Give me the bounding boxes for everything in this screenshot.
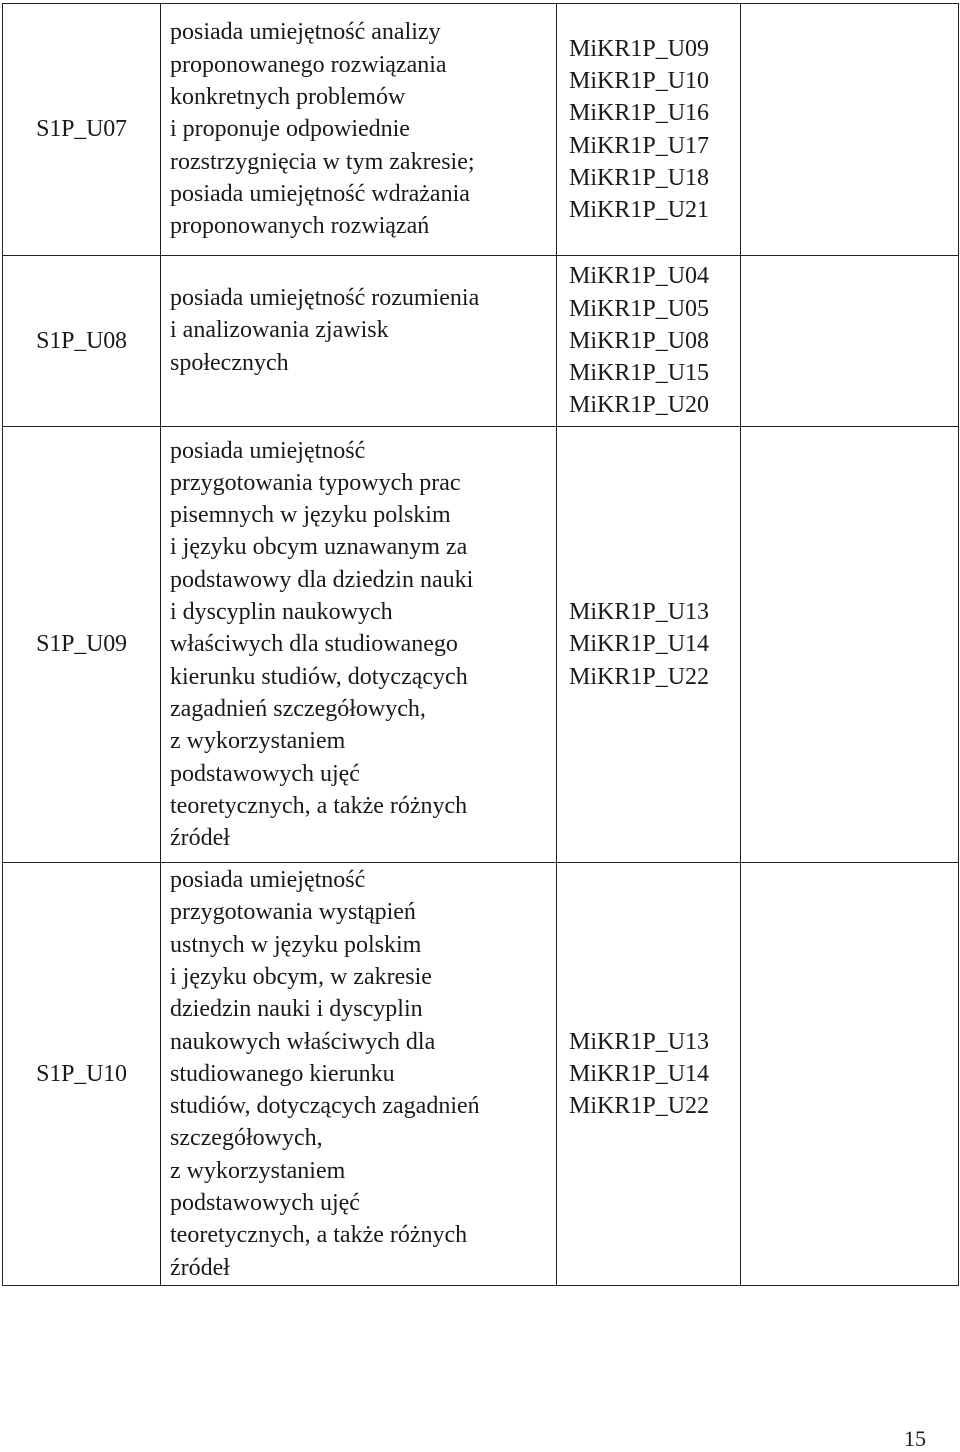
description-line: i dyscyplin naukowych xyxy=(170,599,393,626)
description-line: z wykorzystaniem xyxy=(170,728,346,755)
outcome-code: S1P_U09 xyxy=(36,631,127,658)
description-line: posiada umiejętność analizy xyxy=(170,19,441,46)
reference-code: MiKR1P_U04 xyxy=(569,263,710,290)
empty-cell xyxy=(741,863,959,1286)
outcome-code: S1P_U07 xyxy=(36,116,127,143)
outcome-code-cell xyxy=(3,256,161,427)
reference-code: MiKR1P_U14 xyxy=(569,1060,710,1087)
description-line: naukowych właściwych dla xyxy=(170,1028,436,1055)
reference-code: MiKR1P_U09 xyxy=(569,35,710,62)
reference-code: MiKR1P_U22 xyxy=(569,1093,710,1120)
table-row xyxy=(3,4,959,256)
reference-code: MiKR1P_U15 xyxy=(569,360,710,387)
description-line: źródeł xyxy=(170,825,230,852)
description-line: rozstrzygnięcia w tym zakresie; xyxy=(170,148,475,175)
description-line: posiada umiejętność xyxy=(170,867,366,894)
outcome-code-cell xyxy=(3,427,161,863)
description-line: i języku obcym uznawanym za xyxy=(170,534,468,561)
description-line: i proponuje odpowiednie xyxy=(170,116,410,143)
page-number: 15 xyxy=(904,1426,926,1451)
description-line: proponowanego rozwiązania xyxy=(170,51,447,78)
reference-code: MiKR1P_U17 xyxy=(569,132,710,159)
description-line: studiowanego kierunku xyxy=(170,1060,395,1087)
description-line: posiada umiejętność rozumienia xyxy=(170,285,480,311)
reference-code: MiKR1P_U22 xyxy=(569,663,710,690)
empty-cell xyxy=(741,4,959,256)
description-line: teoretycznych, a także różnych xyxy=(170,792,468,819)
outcome-description-cell xyxy=(161,427,557,863)
description-line: przygotowania typowych prac xyxy=(170,469,461,496)
outcome-code-cell xyxy=(3,863,161,1286)
description-line: podstawowy dla dziedzin nauki xyxy=(170,566,474,593)
reference-code: MiKR1P_U20 xyxy=(569,392,710,419)
reference-code: MiKR1P_U13 xyxy=(569,1028,710,1055)
outcome-description-cell xyxy=(161,4,557,256)
description-line: kierunku studiów, dotyczących xyxy=(170,663,468,690)
outcome-code: S1P_U08 xyxy=(36,327,127,354)
reference-codes-cell xyxy=(557,863,741,1286)
description-line: teoretycznych, a także różnych xyxy=(170,1222,468,1249)
description-line: szczegółowych, xyxy=(170,1125,323,1152)
description-line: dziedzin nauki i dyscyplin xyxy=(170,996,423,1023)
reference-code: MiKR1P_U16 xyxy=(569,100,710,127)
description-line: pisemnych w języku polskim xyxy=(170,502,451,529)
table-row xyxy=(3,427,959,863)
outcome-code: S1P_U10 xyxy=(36,1060,127,1087)
description-line: właściwych dla studiowanego xyxy=(170,631,458,658)
reference-code: MiKR1P_U13 xyxy=(569,599,710,626)
description-line: posiada umiejętność wdrażania xyxy=(170,180,470,207)
description-line: z wykorzystaniem xyxy=(170,1157,346,1184)
reference-codes-cell xyxy=(557,427,741,863)
reference-code: MiKR1P_U18 xyxy=(569,164,710,191)
outcome-code-cell xyxy=(3,4,161,256)
description-line: posiada umiejętność xyxy=(170,437,366,464)
reference-code: MiKR1P_U14 xyxy=(569,631,710,658)
table-body xyxy=(3,4,959,1286)
description-line: studiów, dotyczących zagadnień xyxy=(170,1093,480,1120)
description-line: podstawowych ujęć xyxy=(170,1190,360,1217)
table-row xyxy=(3,863,959,1286)
outcome-description-cell xyxy=(161,863,557,1286)
reference-codes-cell xyxy=(557,256,741,427)
reference-codes-cell xyxy=(557,4,741,256)
reference-code: MiKR1P_U10 xyxy=(569,67,710,94)
description-line: społecznych xyxy=(170,349,289,376)
outcome-description-cell xyxy=(161,256,557,427)
description-line: źródeł xyxy=(170,1254,230,1281)
empty-cell xyxy=(741,427,959,863)
table-row xyxy=(3,256,959,427)
description-line: i języku obcym, w zakresie xyxy=(170,963,432,990)
description-line: przygotowania wystąpień xyxy=(170,899,416,926)
empty-cell xyxy=(741,256,959,427)
description-line: proponowanych rozwiązań xyxy=(170,213,430,240)
reference-code: MiKR1P_U08 xyxy=(569,327,710,354)
description-line: ustnych w języku polskim xyxy=(170,931,422,958)
learning-outcomes-table xyxy=(2,3,959,1286)
description-line: podstawowych ujęć xyxy=(170,760,360,787)
description-line: konkretnych problemów xyxy=(170,84,406,111)
reference-code: MiKR1P_U21 xyxy=(569,197,710,224)
reference-code: MiKR1P_U05 xyxy=(569,295,710,322)
description-line: zagadnień szczegółowych, xyxy=(170,695,426,722)
description-line: i analizowania zjawisk xyxy=(170,317,389,344)
